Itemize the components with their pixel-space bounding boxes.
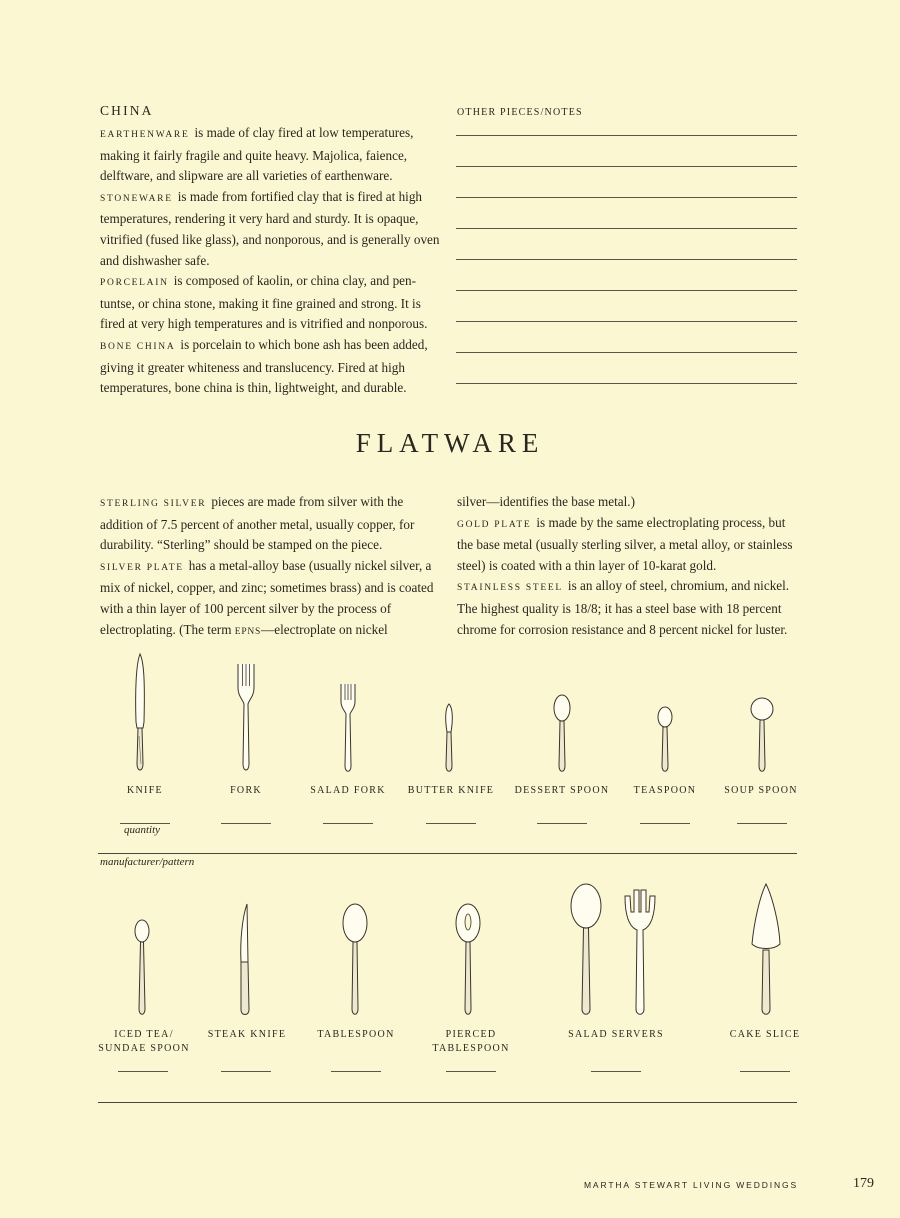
term-bone-china: BONE CHINA [100,341,176,352]
teaspoon-illustration [654,704,676,776]
china-heading: CHINA [100,103,154,118]
quantity-line-dessert-spoon[interactable] [537,823,587,824]
quantity-line-salad-servers[interactable] [591,1071,641,1072]
text-stainless-steel: is an alloy of steel, chromium, and nickel. The highest quality is 18/8; it has a steel base with 18 percent chrome for corrosion resistance and 8 percent nickel for luster. [457,578,790,637]
quantity-line-salad-fork[interactable] [323,823,373,824]
label-iced-tea-sundae-spoon: ICED TEA/ SUNDAE SPOON [98,1029,190,1054]
quantity-line-steak-knife[interactable] [221,1071,271,1072]
quantity-line-tablespoon[interactable] [331,1071,381,1072]
flatware-column-left [100,492,435,642]
china-item-stoneware [100,187,445,271]
term-silver-plate: SILVER PLATE [100,562,184,573]
para-continued [457,492,802,513]
knife-illustration [128,652,152,776]
manufacturer-line-2[interactable] [98,1102,797,1103]
china-item-porcelain [100,271,445,335]
page-number: 179 [853,1176,874,1191]
flatware-column-right [457,492,802,640]
manufacturer-line[interactable] [98,853,797,854]
tablespoon-illustration [340,902,370,1019]
quantity-line-teaspoon[interactable] [640,823,690,824]
term-gold-plate: GOLD PLATE [457,519,532,530]
label-knife: KNIFE [127,785,163,796]
text-gold-plate: is made by the same electroplating process, but the base metal (usually sterling silver, a metal alloy, or stainless steel) is coated with a thin layer of 10-karat gold. [457,514,793,573]
quantity-line-iced-tea-spoon[interactable] [118,1071,168,1072]
label-butter-knife: BUTTER KNIFE [407,785,495,796]
flatware-title: FLATWARE [355,428,545,458]
quantity-line-soup-spoon[interactable] [737,823,787,824]
term-earthenware: EARTHENWARE [100,130,190,140]
notes-line[interactable] [456,321,797,322]
notes-line[interactable] [456,228,797,229]
china-item-earthenware [100,123,445,187]
text-bone-china: is porcelain to which bone ash has been added, giving it greater whiteness and translucency. Fired at high temperatures, bone china is thin, lightweight, and durable. [100,336,428,396]
quantity-line-pierced-tablespoon[interactable] [446,1071,496,1072]
term-stoneware: STONEWARE [100,193,173,204]
notes-title: OTHER PIECES/NOTES [457,107,583,118]
label-soup-spoon: SOUP SPOON [724,785,798,796]
steak-knife-illustration [235,902,255,1019]
manufacturer-label: manufacturer/pattern [100,856,195,868]
text-continued: silver—identifies the base metal.) [457,494,635,509]
label-cake-slice: CAKE SLICE [729,1029,801,1040]
notes-line[interactable] [456,352,797,353]
pierced-tablespoon-illustration [453,902,483,1019]
notes-line[interactable] [456,135,797,136]
footer-title: MARTHA STEWART LIVING WEDDINGS [583,1180,798,1190]
label-steak-knife: STEAK KNIFE [207,1029,287,1040]
quantity-label: quantity [124,824,161,836]
para-stainless-steel [457,576,802,640]
salad-server-fork-illustration [622,882,658,1019]
iced-tea-spoon-illustration [131,917,153,1019]
text-sterling-silver: pieces are made from silver with the addition of 7.5 percent of another metal, usually copper, for durability. “Sterling” should be stamped on the piece. [100,494,415,553]
text-silver-plate: has a metal-alloy base (usually nickel silver, a mix of nickel, copper, and zinc; sometimes brass) and is coated with a thin layer of 100 percent silver by the process of electroplating. (The term [100,557,434,637]
term-stainless-steel: STAINLESS STEEL [457,583,563,594]
label-salad-fork: SALAD FORK [310,785,386,796]
quantity-line-butter-knife[interactable] [426,823,476,824]
term-porcelain: PORCELAIN [100,278,169,289]
para-gold-plate [457,513,802,577]
label-fork: FORK [230,785,262,796]
china-body [100,123,445,399]
text-earthenware: is made of clay fired at low temperatures, making it fairly fragile and quite heavy. Majolica, faience, delftware, and slipware are all varieties of earthenware. [100,125,414,184]
label-pierced-tablespoon: PIERCED TABLESPOON [432,1029,510,1054]
salad-fork-illustration [336,682,360,776]
notes-line[interactable] [456,290,797,291]
china-item-bone-china [100,335,445,399]
text-stoneware: is made from fortified clay that is fired at high temperatures, rendering it very hard and sturdy. It is opaque, vitrified (fused like glass), and nonporous, and is generally oven and dishwasher safe. [100,188,440,268]
term-sterling-silver: STERLING SILVER [100,499,207,509]
butter-knife-illustration [440,702,458,776]
dessert-spoon-illustration [550,692,574,776]
quantity-line-cake-slice[interactable] [740,1071,790,1072]
para-silver-plate [100,556,435,642]
label-dessert-spoon: DESSERT SPOON [514,785,610,796]
notes-line[interactable] [456,166,797,167]
para-sterling-silver [100,492,435,556]
label-tablespoon: TABLESPOON [317,1029,395,1040]
soup-spoon-illustration [748,696,776,776]
salad-server-spoon-illustration [568,882,604,1019]
notes-line[interactable] [456,197,797,198]
cake-slice-illustration [748,882,784,1019]
text-silver-plate-2: —electroplate on nickel [261,621,388,637]
notes-line[interactable] [456,259,797,260]
abbr-epns: EPNS [234,626,262,637]
fork-illustration [233,662,259,776]
label-teaspoon: TEASPOON [633,785,697,796]
notes-line[interactable] [456,383,797,384]
label-salad-servers: SALAD SERVERS [568,1029,664,1040]
text-porcelain: is composed of kaolin, or china clay, and pen-tuntse, or china stone, making it fine grained and strong. It is fired at very high temperatures and is vitrified and nonporous. [100,273,428,332]
quantity-line-fork[interactable] [221,823,271,824]
